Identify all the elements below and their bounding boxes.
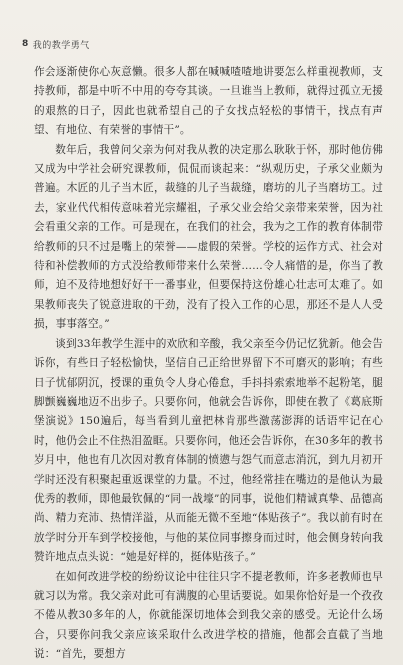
page-header bbox=[22, 37, 90, 51]
paragraph-4: 在如何改进学校的纷纷议论中往往只字不提老教师，许多老教师也早就习以为常。我父亲对此可有满腹的心里话要说。如果你恰好是一个孜孜不倦从教30多年的人，你就能深切地体会到我父亲的感受。无论什么场合，只要你问我父亲应该采取什么改进学校的措施，他都会直截了当地说：“首先，要想方 bbox=[34, 570, 383, 661]
paragraph-2: 数年后，我曾问父亲为何对我从教的决定那么耿耿于怀，那时他仿佛又成为中学社会研究课教师，侃侃而谈起来：“纵观历史，子承父业颇为普遍。木匠的儿子当木匠，裁缝的儿子当裁缝，磨坊的儿子当磨坊工。过去，家业代代相传意味着光宗耀祖，子承父业会给父亲带来荣誉，因为社会看重父亲的工作。可是现在，在我们的社会，我为之工作的教育体制带给教师的只不过是嘴上的荣誉——虚假的荣誉。学校的运作方式、社会对待和补偿教师的方式没给教师带来什么荣誉……令人痛惜的是，你当了教师，迫不及待地想好好干一番事业，但要保持这份雄心壮志可太难了。如果教师丧失了锐意进取的干劲，没有了投入工作的心思，那还不是人人受损，事事落空。” bbox=[34, 143, 383, 331]
paragraph-3: 谈到33年教学生涯中的欢欣和辛酸，我父亲至今仍记忆犹新。他会告诉你，有些日子轻松愉快，坚信自己正给世界留下不可磨灭的影响；有些日子忧郁阴沉，授课的重负令人身心倦怠，手抖抖索索地举不起粉笔，腿脚颤巍巍地迈不出步子。只要你问，他就会告诉你，即使在教了《葛底斯堡演说》150遍后，每当看到儿童把林肯那些激荡澎湃的话语牢记在心时，他仍会止不住热泪盈眶。只要你问，他还会告诉你，在30多年的教书岁月中，他也有几次因对教育体制的愤懑与怨气而意志消沉，到九月初开学时还没有积聚起重返课堂的力量。不过，他经常挂在嘴边的是他认为最优秀的教师，即他最钦佩的“同一战壕”的同事，说他们精诚真挚、品德高尚、精力充沛、热情洋溢，从而能无微不至地“体贴孩子”。我以前有时在放学时分开车到学校接他，与他的某位同事擦身而过时，他会侧身转向我赞许地点点头说：“她是好样的，挺体贴孩子。” bbox=[34, 337, 383, 564]
page-number: 8 bbox=[22, 39, 29, 49]
paragraph-1: 作会逐渐使你心灰意懒。很多人都在喊喊喳喳地讲要怎么样重视教师，支持教师，都是中听不中用的夸夸其谈。一旦谁当上教师，就得过孤立无援的艰熬的日子，因此也就希望自己的子女找点轻松的事情干，找点有声望、有地位、有荣誉的事情干”。 bbox=[34, 66, 383, 137]
running-title: 我的教学勇气 bbox=[32, 40, 90, 51]
body-text bbox=[34, 63, 383, 665]
